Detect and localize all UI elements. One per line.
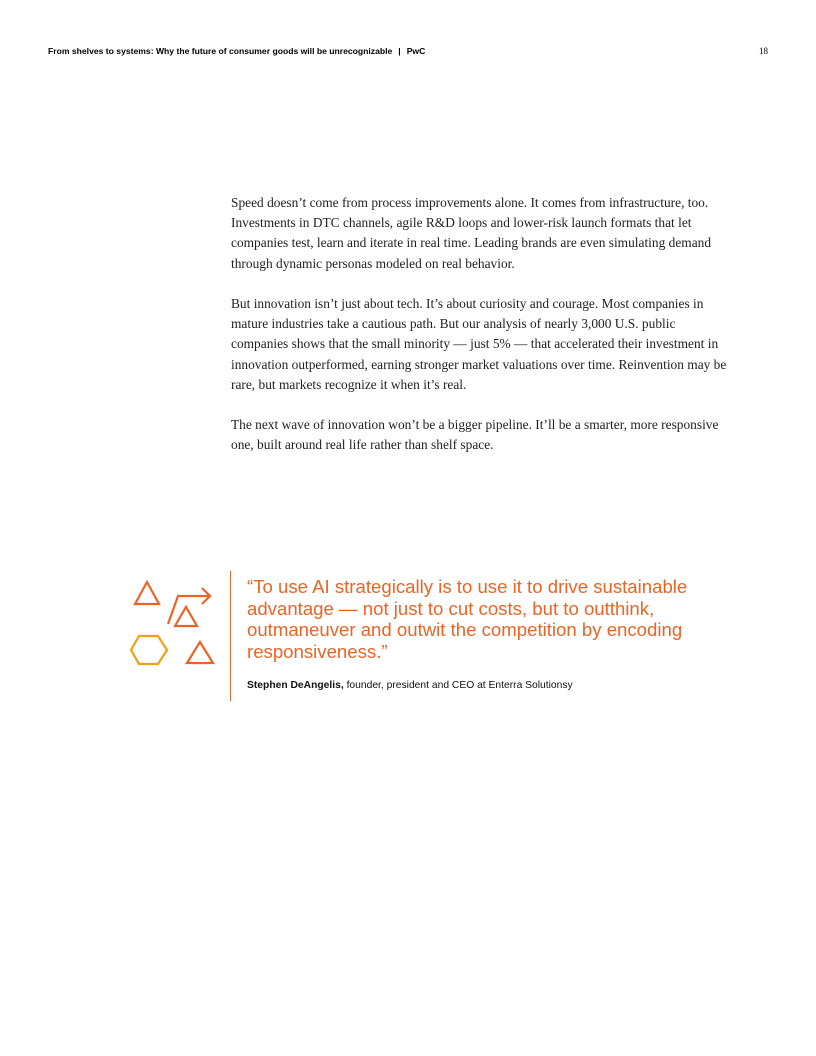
page-number: 18 — [759, 46, 768, 56]
hexagon-icon — [131, 636, 167, 664]
document-title: From shelves to systems: Why the future of consumer goods will be unrecognizable — [48, 46, 393, 56]
author-title: founder, president and CEO at Enterra Solutionsy — [343, 680, 573, 691]
body-copy — [231, 193, 731, 476]
quote-divider — [230, 571, 231, 701]
brand-name: PwC — [406, 46, 426, 56]
triangle-middle-icon — [175, 607, 197, 626]
triangle-bottom-right-icon — [187, 642, 213, 663]
quote-text: “To use AI strategically is to use it to drive sustainable advantage — not just to cut costs, but to outthink, outmaneuver and outwit the competition by encoding responsiveness.” — [247, 576, 688, 662]
header-separator: | — [398, 46, 401, 56]
innovation-shapes-icon — [130, 576, 216, 668]
header-title-line — [48, 46, 425, 56]
body-paragraph-3: The next wave of innovation won’t be a bigger pipeline. It’ll be a smarter, more responsive one, built around real life rather than shelf space. — [231, 417, 719, 453]
author-name: Stephen DeAngelis, — [247, 680, 344, 691]
pull-quote — [130, 570, 690, 702]
quote-attribution — [247, 680, 692, 691]
triangle-top-left-icon — [135, 582, 159, 604]
body-paragraph-2: But innovation isn’t just about tech. It’s about curiosity and courage. Most companies in mature industries take a cautious path. But our analysis of nearly 3,000 U.S. public companies shows that the small minority — just 5% — that accelerated their investment in innovation outperformed, earning stronger market valuations over time. Reinvention may be rare, but markets recognize it when it’s real. — [231, 296, 727, 392]
body-paragraph-1: Speed doesn’t come from process improvements alone. It comes from infrastructure, too. Investments in DTC channels, agile R&D loops and lower-risk launch formats that let companies test, learn and iterate in real time. Leading brands are even simulating demand through dynamic personas modeled on real behavior. — [231, 195, 712, 271]
page-header — [48, 46, 768, 60]
